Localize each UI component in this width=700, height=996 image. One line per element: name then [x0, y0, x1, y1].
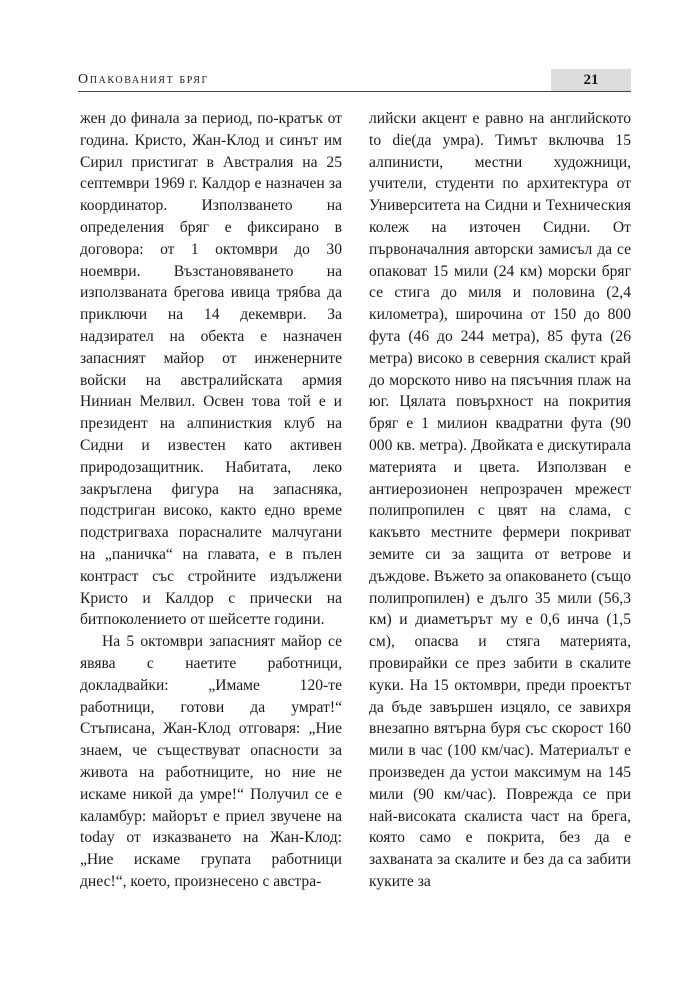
page-number: 21 — [551, 69, 631, 91]
paragraph: жен до финала за период, по-кратък от година. Кристо, Жан-Клод и синът им Сирил пристигат в Австралия на 25 септември 1969 г. Калдор е назначен за координатор. Използването на определения бряг е фиксирано в договора: от 1 октомври до 30 ноември. Възстановяването на използваната брегова ивица трябва да приключи на 14 декември. За надзирател на обекта е назначен запасният майор от инженерните войски на австралийската армия Ниниан Мелвил. Освен това той е и президент на алпинисткия клуб на Сидни и известен като активен природозащитник. Набитата, леко закръглена фигура на запасняка, подстриган високо, както едно време подстригваха порасналите малчугани на „паничка“ на главата, е в пълен контраст със стройните издължени Кристо и Калдор с прически на битпоколението от шейсетте години. — [80, 110, 342, 629]
paragraph: На 5 октомври запасният майор се явява с наетите работници, докладвайки: „Имаме 120-те работници, готови да умрат!“ Стъписана, Жан-Клод отговаря: „Ние знаем, че съществуват опасности за живота на работниците, но ние не искаме никой да умре!“ Получил се е каламбур: майорът е приел звучене на today от изказването на Жан-Клод: „Ние искаме групата работници днес!“, което, произнесено с австра- — [80, 633, 342, 890]
right-column — [369, 108, 631, 893]
running-title: Опакованият бряг — [78, 72, 209, 87]
paragraph: лийски акцент е равно на английското to die(да умра). Тимът включва 15 алпинисти, местни художници, учители, студенти по архитектура от Университета на Сидни и Техническия колеж на източен Сидни. От първоначалния авторски замисъл да се опаковат 15 мили (24 км) морски бряг се стига до миля и половина (2,4 километра), широчина от 150 до 800 фута (46 до 244 метра), 85 фута (26 метра) високо в северния скалист край до морското ниво на пясъчния плаж на юг. Цялата повърхност на покрития бряг е 1 милион квадратни фута (90 000 кв. метра). Двойката е дискутирала материята и цвета. Използван е антиерозионен непрозрачен мрежест полипропилен с цвят на слама, с какъвто местните фермери покриват земите си за защита от ветрове и дъждове. Въжето за опаковането (също полипропилен) е дълго 35 мили (56,3 км) и диаметърът му е 0,6 инча (1,5 см), опасва и стяга материята, провирайки се през забити в скалите куки. На 15 октомври, преди проектът да бъде завършен изцяло, се завихря внезапно вятърна буря със скорост 160 мили в час (100 км/час). Материалът е произведен да устои максимум на 145 мили (90 км/час). Поврежда се при най-високата скалиста част на брега, която само е покрита, без да е захваната за скалите и без да са забити куките за — [369, 110, 631, 890]
running-header — [78, 70, 631, 94]
left-column — [80, 108, 342, 893]
header-rule — [78, 91, 631, 92]
